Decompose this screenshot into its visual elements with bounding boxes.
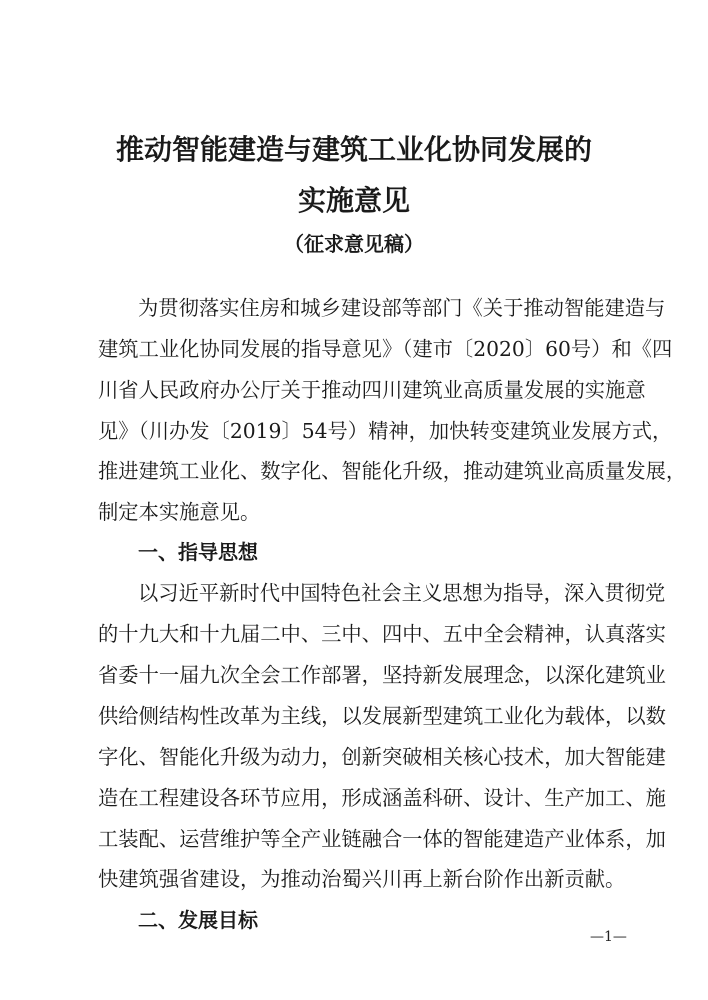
section1-line: 快建筑强省建设，为推动治蜀兴川再上新台阶作出新贡献。 — [98, 867, 626, 891]
section1-line: 字化、智能化升级为动力，创新突破相关核心技术，加大智能建 — [98, 745, 666, 769]
section1-line: 以习近平新时代中国特色社会主义思想为指导，深入贯彻党 — [138, 581, 666, 605]
section-heading-development-goals: 二、发展目标 — [138, 908, 258, 932]
intro-line: 制定本实施意见。 — [98, 500, 261, 524]
document-subtitle: （征求意见稿） — [284, 232, 424, 256]
section1-line: 省委十一届九次全会工作部署，坚持新发展理念，以深化建筑业 — [98, 663, 666, 687]
intro-line: 川省人民政府办公厅关于推动四川建筑业高质量发展的实施意 — [98, 378, 646, 402]
intro-line: 见》（川办发〔2019〕54号）精神，加快转变建筑业发展方式， — [98, 419, 673, 443]
section1-line: 工装配、运营维护等全产业链融合一体的智能建造产业体系，加 — [98, 827, 666, 851]
document-title-line-1: 推动智能建造与建筑工业化协同发展的 — [115, 133, 592, 166]
page-number: —1— — [590, 929, 627, 945]
section-heading-guiding-ideology: 一、指导思想 — [138, 540, 258, 564]
document-title-line-2: 实施意见 — [297, 184, 410, 217]
section1-line: 造在工程建设各环节应用，形成涵盖科研、设计、生产加工、施 — [98, 786, 666, 810]
section1-line: 的十九大和十九届二中、三中、四中、五中全会精神，认真落实 — [98, 622, 666, 646]
intro-line: 推进建筑工业化、数字化、智能化升级，推动建筑业高质量发展， — [98, 459, 687, 483]
intro-line: 建筑工业化协同发展的指导意见》（建市〔2020〕60号）和《四 — [98, 337, 673, 361]
section1-line: 供给侧结构性改革为主线，以发展新型建筑工业化为载体，以数 — [98, 704, 666, 728]
intro-line: 为贯彻落实住房和城乡建设部等部门《关于推动智能建造与 — [138, 296, 666, 320]
